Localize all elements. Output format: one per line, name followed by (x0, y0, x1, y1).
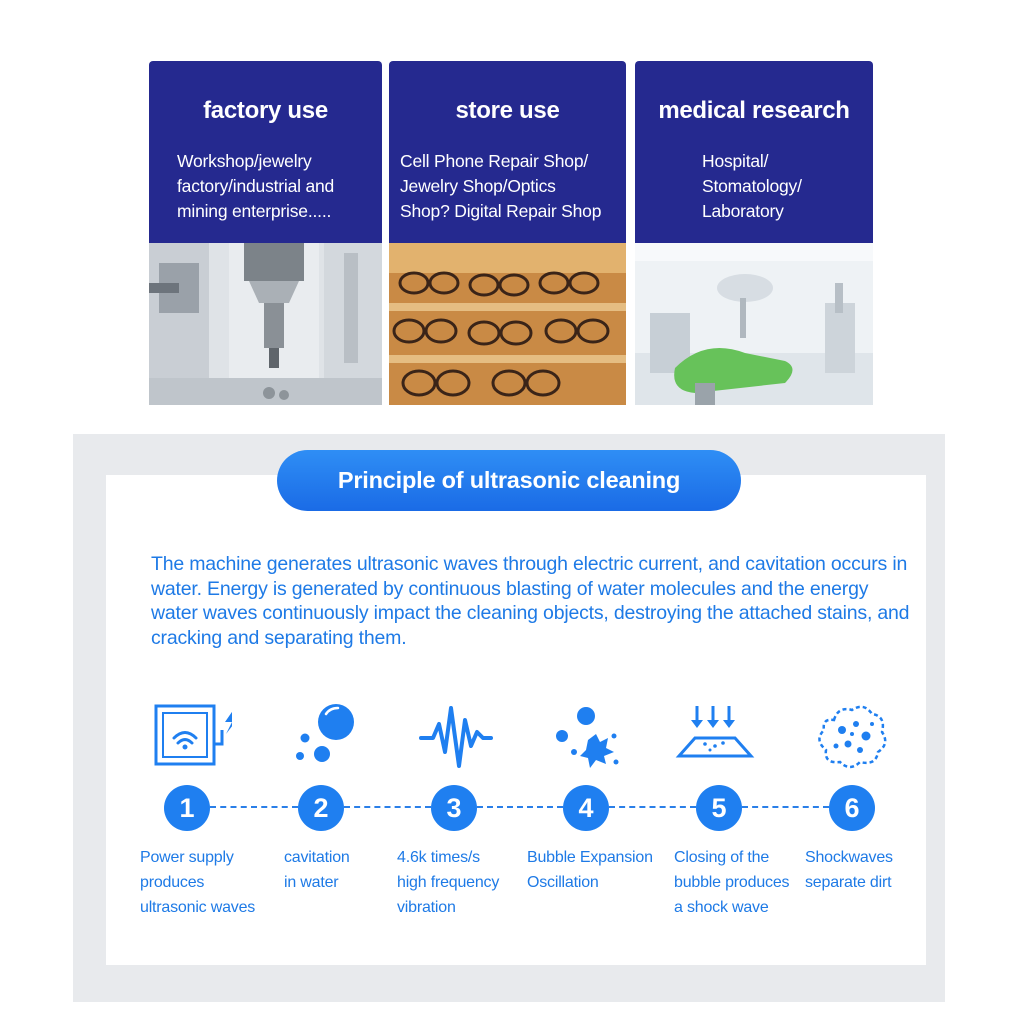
step-connector (344, 806, 431, 808)
card-store-use (389, 61, 626, 405)
step-number-4: 4 (563, 785, 609, 831)
principle-title: Principle of ultrasonic cleaning (277, 450, 741, 511)
step-number-5: 5 (696, 785, 742, 831)
step-number-2: 2 (298, 785, 344, 831)
waveform-icon (415, 700, 495, 774)
step-connector (477, 806, 563, 808)
step-connector (742, 806, 829, 808)
dirt-particles-icon (812, 700, 892, 774)
step-label-2: cavitation in water (284, 849, 350, 891)
step-label-5: Closing of the bubble produces a shock wave (674, 849, 790, 916)
bubble-burst-icon (548, 700, 628, 774)
bubbles-icon (290, 700, 370, 774)
eyeglasses-display-photo (389, 243, 626, 405)
card-description: Hospital/ Stomatology/ Laboratory (702, 151, 802, 221)
card-description: Workshop/jewelry factory/industrial and mining enterprise..... (177, 151, 335, 221)
card-factory-use (149, 61, 382, 405)
card-title: factory use (203, 97, 328, 124)
card-title: store use (455, 97, 560, 124)
step-label-3: 4.6k times/s high frequency vibration (397, 849, 500, 916)
principle-description: The machine generates ultrasonic waves through electric current, and cavitation occurs in water. Energy is generated by continuous blasting of water molecules and the energy water waves continuously impact the cleaning objects, destroying the attached stains, and cracking and separating them. (151, 553, 910, 650)
step-label-1: Power supply produces ultrasonic waves (140, 849, 256, 916)
card-title: medical research (658, 97, 850, 124)
step-label-4: Bubble Expansion Oscillation (527, 849, 653, 891)
step-connector (609, 806, 696, 808)
step-number-3: 3 (431, 785, 477, 831)
shock-wave-icon (675, 700, 755, 774)
card-medical-research (635, 61, 873, 405)
step-number-1: 1 (164, 785, 210, 831)
card-description: Cell Phone Repair Shop/ Jewelry Shop/Optics Shop? Digital Repair Shop (400, 151, 602, 221)
factory-machine-photo (149, 243, 382, 405)
dental-clinic-photo (635, 243, 873, 405)
step-connector (210, 806, 298, 808)
step-label-6: Shockwaves separate dirt (805, 849, 893, 891)
power-supply-icon (152, 700, 232, 774)
step-number-6: 6 (829, 785, 875, 831)
